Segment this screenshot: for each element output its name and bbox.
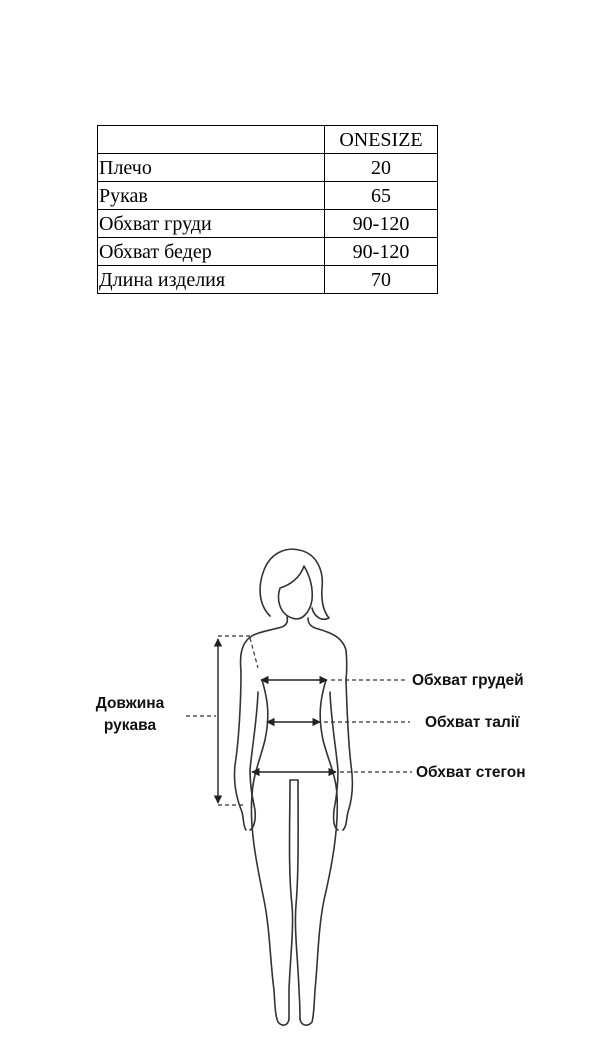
- row-label: Длина изделия: [98, 266, 325, 294]
- chest-label: Обхват грудей: [412, 672, 524, 689]
- body-figure-svg: [0, 530, 600, 1061]
- row-label: Плечо: [98, 154, 325, 182]
- body-outline-icon: [234, 549, 352, 1025]
- row-value: 20: [325, 154, 438, 182]
- table-row: [98, 266, 438, 294]
- row-label: Обхват груди: [98, 210, 325, 238]
- sleeve-label-line1: Довжина: [95, 695, 165, 712]
- row-label: Обхват бедер: [98, 238, 325, 266]
- row-value: 65: [325, 182, 438, 210]
- table-row: [98, 238, 438, 266]
- row-value: 90-120: [325, 210, 438, 238]
- table-row: [98, 182, 438, 210]
- row-value: 90-120: [325, 238, 438, 266]
- row-value: 70: [325, 266, 438, 294]
- header-size-cell: ONESIZE: [325, 126, 438, 154]
- measurement-diagram: [0, 530, 600, 1061]
- hips-label: Обхват стегон: [416, 764, 526, 781]
- waist-label: Обхват талії: [425, 714, 520, 731]
- header-empty-cell: [98, 126, 325, 154]
- row-label: Рукав: [98, 182, 325, 210]
- table-row: [98, 154, 438, 182]
- table-header-row: [98, 126, 438, 154]
- shoulder-guide: [250, 638, 258, 668]
- table-row: [98, 210, 438, 238]
- size-table: [97, 125, 438, 294]
- sleeve-label-line2: рукава: [103, 717, 157, 734]
